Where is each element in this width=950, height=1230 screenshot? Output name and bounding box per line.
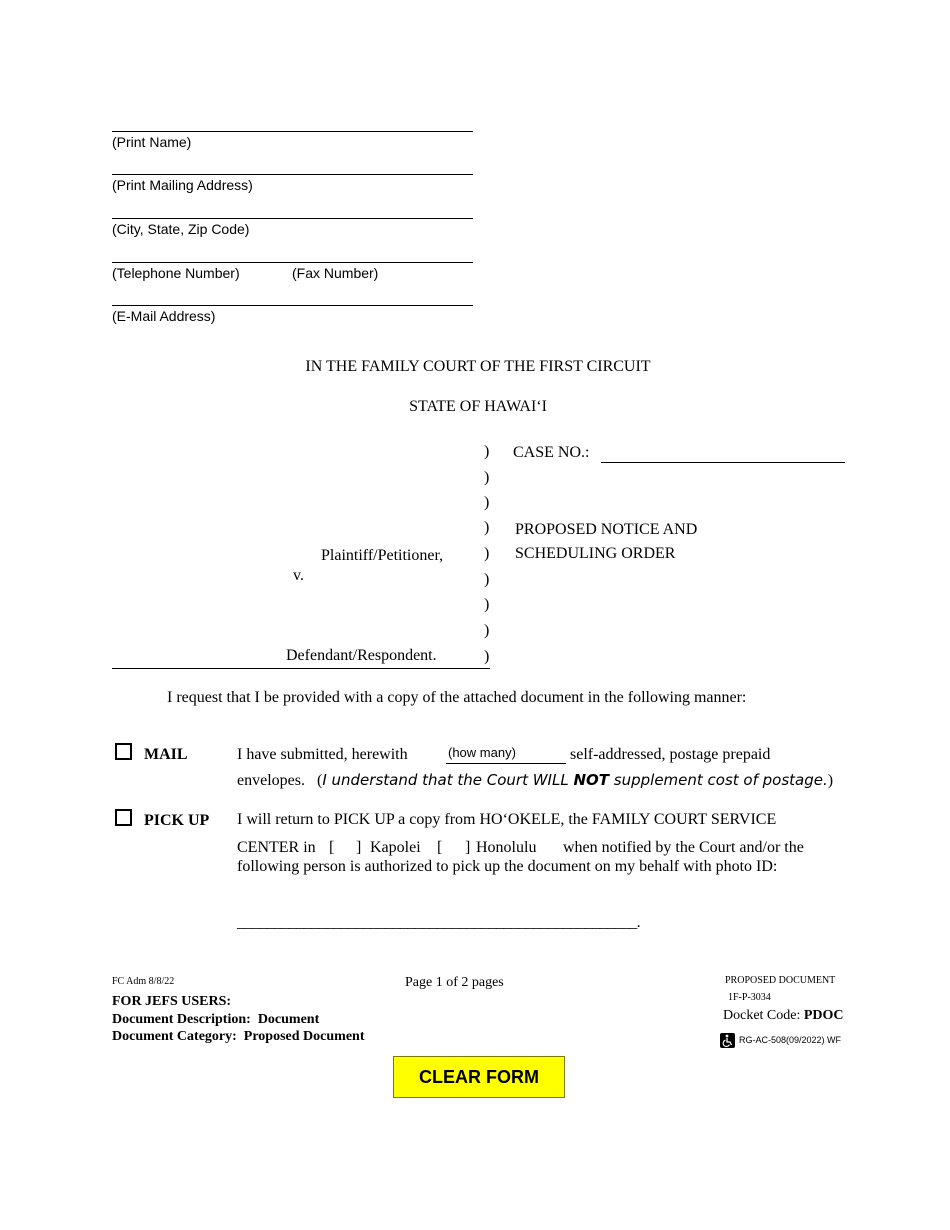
description-value: Document: [257, 1012, 320, 1027]
category-value: Proposed Document: [243, 1029, 365, 1044]
plaintiff-name-input[interactable]: [114, 460, 474, 530]
honolulu-label: Honolulu: [476, 839, 537, 856]
honolulu-bracket-close[interactable]: ]: [465, 839, 471, 856]
email-input[interactable]: [114, 288, 472, 304]
caption-paren: ): [484, 571, 490, 588]
caption-paren: ): [484, 519, 490, 536]
telephone-line: [112, 262, 473, 263]
category-label: Document Category:: [112, 1029, 237, 1044]
kapolei-bracket-close[interactable]: ]: [356, 839, 362, 856]
case-no-input[interactable]: [603, 444, 843, 461]
note-not: NOT: [573, 771, 610, 789]
caption-paren: ): [484, 622, 490, 639]
pickup-label: PICK UP: [144, 812, 210, 829]
case-no-line: [601, 462, 845, 463]
how-many-hint: (how many): [448, 745, 516, 760]
jefs-title: FOR JEFS USERS:: [112, 994, 232, 1009]
caption-paren: ): [484, 494, 490, 511]
mail-text-before: I have submitted, herewith: [237, 746, 408, 763]
versus-label: v.: [293, 567, 304, 584]
kapolei-bracket-open[interactable]: [: [329, 839, 335, 856]
accessibility-icon: [720, 1033, 735, 1048]
document-title-line1: PROPOSED NOTICE AND: [515, 521, 698, 538]
defendant-label: Defendant/Respondent.: [286, 647, 437, 664]
note-part1: I understand that the Court WILL: [322, 771, 574, 789]
mail-text-after: self-addressed, postage prepaid: [570, 746, 771, 763]
email-line: [112, 305, 473, 306]
authorized-person-input[interactable]: [239, 910, 669, 928]
ada-code: RG-AC-508(09/2022) WF: [739, 1035, 842, 1045]
plaintiff-label: Plaintiff/Petitioner,: [321, 547, 444, 564]
form-number: 1F-P-3034: [728, 992, 771, 1003]
court-title: IN THE FAMILY COURT OF THE FIRST CIRCUIT: [305, 358, 651, 375]
authorized-person-line: ______________________________________________________.: [237, 914, 641, 931]
request-text: I request that I be provided with a copy of the attached document in the following manner:: [167, 689, 747, 706]
caption-paren: ): [484, 469, 490, 486]
mailing-address-input[interactable]: [114, 157, 472, 173]
mailing-address-label: (Print Mailing Address): [112, 177, 253, 193]
print-name-line: [112, 131, 473, 132]
city-state-zip-input[interactable]: [114, 201, 472, 217]
pickup-line2-end: when notified by the Court and/or the: [563, 839, 804, 856]
proposed-document-label: PROPOSED DOCUMENT: [725, 975, 836, 986]
city-state-zip-label: (City, State, Zip Code): [112, 221, 250, 237]
postage-note: [317, 771, 833, 790]
document-category: [112, 1029, 364, 1045]
print-name-input[interactable]: [114, 114, 472, 130]
note-close-paren: ): [827, 772, 834, 789]
honolulu-bracket-open[interactable]: [: [437, 839, 443, 856]
note-open-paren: (: [317, 772, 323, 789]
caption-bottom-line: [112, 668, 490, 669]
pickup-checkbox[interactable]: [115, 809, 132, 826]
description-label: Document Description:: [112, 1012, 251, 1027]
caption-paren: ): [484, 443, 490, 460]
form-date: FC Adm 8/8/22: [112, 976, 175, 987]
caption-paren: ): [484, 648, 490, 665]
pickup-line1: I will return to PICK UP a copy from HO‘OKELE, the FAMILY COURT SERVICE: [237, 811, 777, 828]
state-title: STATE OF HAWAI‘I: [409, 398, 547, 415]
docket-code: [723, 1008, 844, 1024]
document-description: [112, 1012, 319, 1028]
how-many-input[interactable]: [446, 744, 566, 762]
docket-code-label: Docket Code:: [723, 1008, 801, 1023]
defendant-name-input[interactable]: [114, 590, 474, 630]
mail-line2-start: envelopes.: [237, 772, 305, 789]
page-number: Page 1 of 2 pages: [405, 975, 504, 990]
mail-label: MAIL: [144, 746, 188, 763]
print-name-label: (Print Name): [112, 134, 192, 150]
city-state-zip-line: [112, 218, 473, 219]
note-part2: supplement cost of postage.: [609, 771, 828, 789]
case-no-label: CASE NO.:: [513, 444, 590, 461]
how-many-line: [446, 763, 566, 764]
kapolei-label: Kapolei: [370, 839, 421, 856]
pickup-line2-start: CENTER in: [237, 839, 316, 856]
email-label: (E-Mail Address): [112, 308, 216, 324]
caption-paren: ): [484, 545, 490, 562]
fax-label: (Fax Number): [292, 265, 379, 281]
fax-input[interactable]: [292, 245, 472, 261]
caption-paren: ): [484, 596, 490, 613]
docket-code-value: PDOC: [803, 1008, 844, 1023]
telephone-input[interactable]: [114, 245, 284, 261]
mailing-address-line: [112, 174, 473, 175]
document-title-line2: SCHEDULING ORDER: [515, 545, 676, 562]
clear-form-button[interactable]: CLEAR FORM: [393, 1056, 565, 1098]
pickup-line3: following person is authorized to pick up the document on my behalf with photo ID:: [237, 858, 778, 875]
mail-checkbox[interactable]: [115, 743, 132, 760]
telephone-label: (Telephone Number): [112, 265, 240, 281]
